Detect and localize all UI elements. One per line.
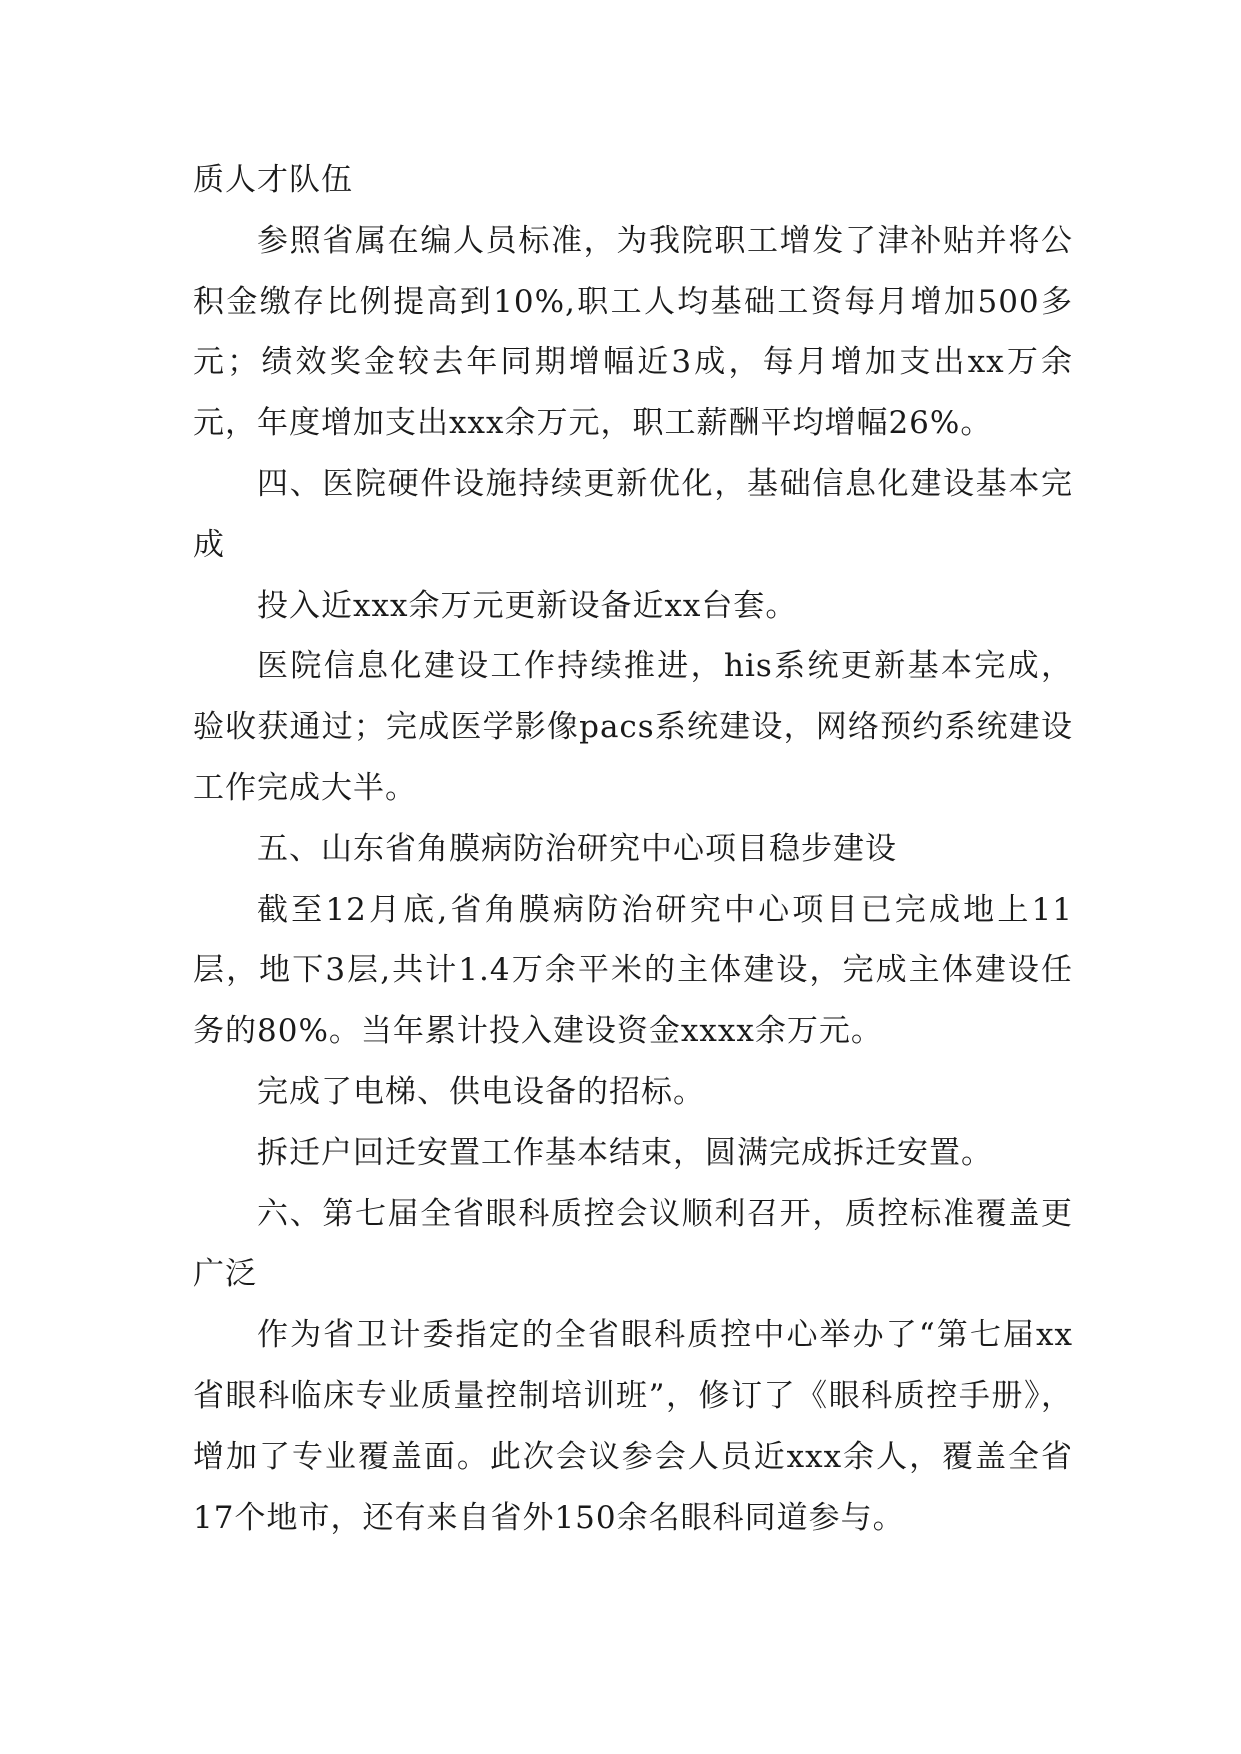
paragraph-equipment: 投入近xxx余万元更新设备近xx台套。 (257, 587, 798, 624)
section-heading-5: 五、山东省角膜病防治研究中心项目稳步建设 (257, 830, 897, 867)
paragraph-quality-control: 作为省卫计委指定的全省眼科质控中心举办了“第七届xx省眼科临床专业质量控制培训班”，修订了《眼科质控手册》，增加了专业覆盖面。此次会议参会人员近xxx余人，覆盖全省17个地市，还有来自省外150余名眼科同道参与。 (193, 1317, 1073, 1536)
paragraph-salary: 参照省属在编人员标准，为我院职工增发了津补贴并将公积金缴存比例提高到10%,职工人均基础工资每月增加500多元；绩效奖金较去年同期增幅近3成，每月增加支出xx万余元，年度增加支出xxx余万元，职工薪酬平均增幅26%。 (193, 222, 1073, 442)
paragraph-continuation: 质人才队伍 (193, 162, 353, 198)
section-heading-4: 四、医院硬件设施持续更新优化，基础信息化建设基本完成 (193, 465, 1073, 563)
paragraph-relocation: 拆迁户回迁安置工作基本结束，圆满完成拆迁安置。 (257, 1134, 993, 1171)
paragraph-informatization: 医院信息化建设工作持续推进，his系统更新基本完成，验收获通过；完成医学影像pacs系统建设，网络预约系统建设工作完成大半。 (193, 648, 1073, 806)
section-heading-6: 六、第七届全省眼科质控会议顺利召开，质控标准覆盖更广泛 (193, 1195, 1073, 1293)
document-body (193, 150, 1073, 1548)
paragraph-tender: 完成了电梯、供电设备的招标。 (257, 1073, 705, 1110)
paragraph-construction: 截至12月底,省角膜病防治研究中心项目已完成地上11层，地下3层,共计1.4万余平米的主体建设，完成主体建设任务的80%。当年累计投入建设资金xxxx余万元。 (193, 891, 1073, 1050)
